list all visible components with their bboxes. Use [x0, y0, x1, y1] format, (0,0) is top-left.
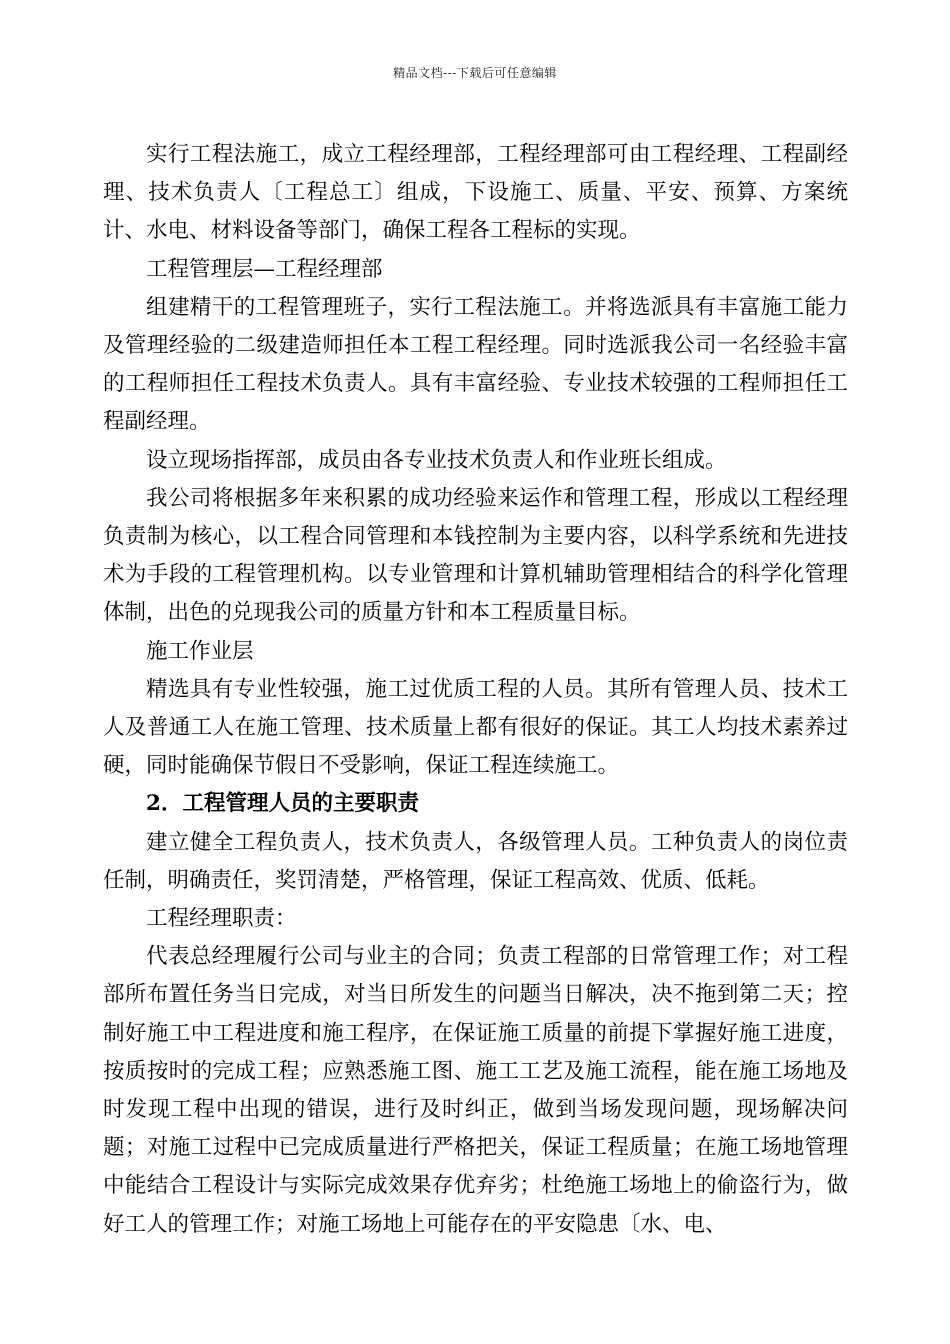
paragraph: 我公司将根据多年来积累的成功经验来运作和管理工程，形成以工程经理负责制为核心，以工程合同管理和本钱控制为主要内容，以科学系统和先进技术为手段的工程管理机构。以专业管理和计算机辅助管理相结合的科学化管理体制，出色的兑现我公司的质量方针和本工程质量目标。: [103, 485, 848, 626]
running-header: 精品文档---下载后可任意编辑: [393, 66, 557, 80]
document-body: [103, 136, 848, 1244]
paragraph: 实行工程法施工，成立工程经理部，工程经理部可由工程经理、工程副经理、技术负责人〔工程总工〕组成，下设施工、质量、平安、预算、方案统计、水电、材料设备等部门，确保工程各工程标的实现。: [103, 142, 848, 244]
paragraph-subheading: 工程管理层—工程经理部: [146, 256, 383, 282]
paragraph-subheading: 工程经理职责：: [146, 906, 297, 932]
paragraph: 代表总经理履行公司与业主的合同；负责工程部的日常管理工作；对工程部所布置任务当日完成，对当日所发生的问题当日解决，决不拖到第二天；控制好施工中工程进度和施工程序，在保证施工质量的前提下掌握好施工进度，按质按时的完成工程；应熟悉施工图、施工工艺及施工流程，能在施工场地及时发现工程中出现的错误，进行及时纠正，做到当场发现问题，现场解决问题；对施工过程中已完成质量进行严格把关，保证工程质量；在施工场地管理中能结合工程设计与实际完成效果存优弃劣；杜绝施工场地上的偷盗行为，做好工人的管理工作；对施工场地上可能存在的平安隐患〔水、电、: [103, 944, 848, 1237]
paragraph: 精选具有专业性较强，施工过优质工程的人员。其所有管理人员、技术工人及普通工人在施工管理、技术质量上都有很好的保证。其工人均技术素养过硬，同时能确保节假日不受影响，保证工程连续施工。: [103, 676, 848, 779]
section-heading: 2．工程管理人员的主要职责: [146, 791, 419, 817]
paragraph: 组建精干的工程管理班子，实行工程法施工。并将选派具有丰富施工能力及管理经验的二级建造师担任本工程工程经理。同时选派我公司一名经验丰富的工程师担任工程技术负责人。具有丰富经验、专业技术较强的工程师担任工程副经理。: [103, 294, 848, 435]
paragraph-subheading: 施工作业层: [146, 638, 254, 664]
paragraph: 建立健全工程负责人，技术负责人，各级管理人员。工种负责人的岗位责任制，明确责任，奖罚清楚，严格管理，保证工程高效、优质、低耗。: [103, 829, 848, 893]
paragraph: 设立现场指挥部，成员由各专业技术负责人和作业班长组成。: [146, 447, 727, 473]
